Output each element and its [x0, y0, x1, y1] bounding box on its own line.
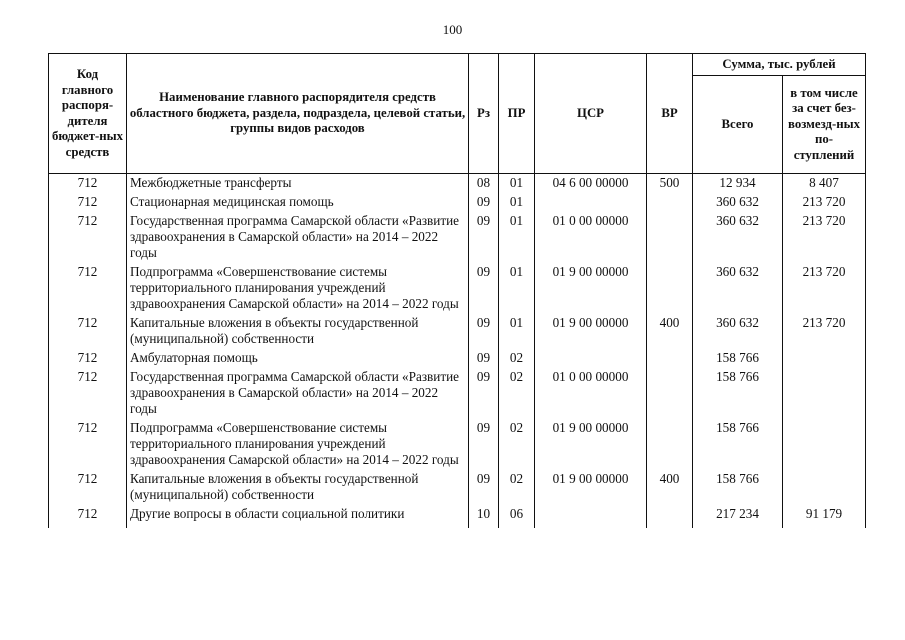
cell-code: 712: [49, 193, 127, 212]
cell-code: 712: [49, 174, 127, 194]
cell-rz: 09: [469, 349, 499, 368]
cell-total: 360 632: [693, 263, 783, 314]
cell-free: [783, 349, 866, 368]
cell-pr: 02: [499, 349, 535, 368]
table-row: [49, 349, 866, 368]
cell-name: Амбулаторная помощь: [127, 349, 469, 368]
cell-csr: [535, 505, 647, 528]
cell-rz: 08: [469, 174, 499, 194]
cell-csr: 04 6 00 00000: [535, 174, 647, 194]
header-name: Наименование главного распорядителя средств областного бюджета, раздела, подраздела, целевой статьи, группы видов расходов: [127, 54, 469, 174]
cell-pr: 01: [499, 263, 535, 314]
table-row: [49, 470, 866, 505]
cell-vr: [647, 419, 693, 470]
cell-rz: 09: [469, 263, 499, 314]
header-rz: Рз: [469, 54, 499, 174]
cell-rz: 09: [469, 470, 499, 505]
table-row: [49, 314, 866, 349]
cell-pr: 01: [499, 174, 535, 194]
cell-name: Капитальные вложения в объекты государственной (муниципальной) собственности: [127, 470, 469, 505]
cell-vr: [647, 193, 693, 212]
cell-csr: 01 9 00 00000: [535, 263, 647, 314]
cell-code: 712: [49, 419, 127, 470]
cell-csr: 01 0 00 00000: [535, 212, 647, 263]
cell-total: 158 766: [693, 419, 783, 470]
cell-vr: [647, 212, 693, 263]
table-row: [49, 419, 866, 470]
cell-vr: [647, 505, 693, 528]
cell-vr: [647, 368, 693, 419]
cell-free: 91 179: [783, 505, 866, 528]
budget-table: [48, 53, 866, 528]
cell-code: 712: [49, 470, 127, 505]
cell-vr: 400: [647, 314, 693, 349]
cell-rz: 09: [469, 368, 499, 419]
table-body: [49, 174, 866, 529]
cell-total: 217 234: [693, 505, 783, 528]
cell-code: 712: [49, 263, 127, 314]
cell-name: Стационарная медицинская помощь: [127, 193, 469, 212]
cell-csr: 01 9 00 00000: [535, 419, 647, 470]
cell-free: [783, 419, 866, 470]
cell-vr: [647, 263, 693, 314]
cell-name: Другие вопросы в области социальной политики: [127, 505, 469, 528]
header-sum: Сумма, тыс. рублей: [693, 54, 866, 76]
cell-name: Межбюджетные трансферты: [127, 174, 469, 194]
table-row: [49, 193, 866, 212]
cell-csr: [535, 349, 647, 368]
header-pr: ПР: [499, 54, 535, 174]
cell-pr: 02: [499, 368, 535, 419]
cell-total: 12 934: [693, 174, 783, 194]
cell-code: 712: [49, 505, 127, 528]
cell-free: 213 720: [783, 263, 866, 314]
cell-rz: 09: [469, 419, 499, 470]
cell-csr: 01 9 00 00000: [535, 314, 647, 349]
cell-rz: 09: [469, 193, 499, 212]
table-row: [49, 174, 866, 194]
cell-csr: [535, 193, 647, 212]
header-total: Всего: [693, 76, 783, 174]
cell-total: 158 766: [693, 470, 783, 505]
cell-pr: 01: [499, 193, 535, 212]
cell-csr: 01 9 00 00000: [535, 470, 647, 505]
cell-pr: 02: [499, 419, 535, 470]
cell-pr: 01: [499, 212, 535, 263]
cell-free: 213 720: [783, 212, 866, 263]
cell-name: Государственная программа Самарской области «Развитие здравоохранения в Самарской области» на 2014 – 2022 годы: [127, 368, 469, 419]
cell-total: 360 632: [693, 314, 783, 349]
cell-total: 360 632: [693, 212, 783, 263]
cell-vr: 500: [647, 174, 693, 194]
cell-free: 8 407: [783, 174, 866, 194]
cell-name: Капитальные вложения в объекты государственной (муниципальной) собственности: [127, 314, 469, 349]
table-row: [49, 368, 866, 419]
cell-name: Государственная программа Самарской области «Развитие здравоохранения в Самарской области» на 2014 – 2022 годы: [127, 212, 469, 263]
cell-free: [783, 470, 866, 505]
cell-rz: 09: [469, 314, 499, 349]
cell-rz: 09: [469, 212, 499, 263]
cell-code: 712: [49, 212, 127, 263]
cell-code: 712: [49, 349, 127, 368]
cell-vr: [647, 349, 693, 368]
cell-code: 712: [49, 368, 127, 419]
cell-free: [783, 368, 866, 419]
table-row: [49, 263, 866, 314]
table-row: [49, 505, 866, 528]
header-code: Код главного распоря-дителя бюджет-ных средств: [49, 54, 127, 174]
header-vr: ВР: [647, 54, 693, 174]
table-row: [49, 212, 866, 263]
cell-rz: 10: [469, 505, 499, 528]
cell-code: 712: [49, 314, 127, 349]
cell-total: 158 766: [693, 349, 783, 368]
cell-name: Подпрограмма «Совершенствование системы территориального планирования учреждений здравоохранения Самарской области» на 2014 – 2022 годы: [127, 263, 469, 314]
cell-total: 360 632: [693, 193, 783, 212]
cell-csr: 01 0 00 00000: [535, 368, 647, 419]
page-number: 100: [442, 22, 463, 37]
header-free: в том числе за счет без-возмезд-ных по-ступлений: [783, 76, 866, 174]
cell-total: 158 766: [693, 368, 783, 419]
cell-name: Подпрограмма «Совершенствование системы территориального планирования учреждений здравоохранения Самарской области» на 2014 – 2022 годы: [127, 419, 469, 470]
header-csr: ЦСР: [535, 54, 647, 174]
cell-free: 213 720: [783, 193, 866, 212]
cell-vr: 400: [647, 470, 693, 505]
cell-pr: 01: [499, 314, 535, 349]
cell-pr: 06: [499, 505, 535, 528]
cell-free: 213 720: [783, 314, 866, 349]
cell-pr: 02: [499, 470, 535, 505]
